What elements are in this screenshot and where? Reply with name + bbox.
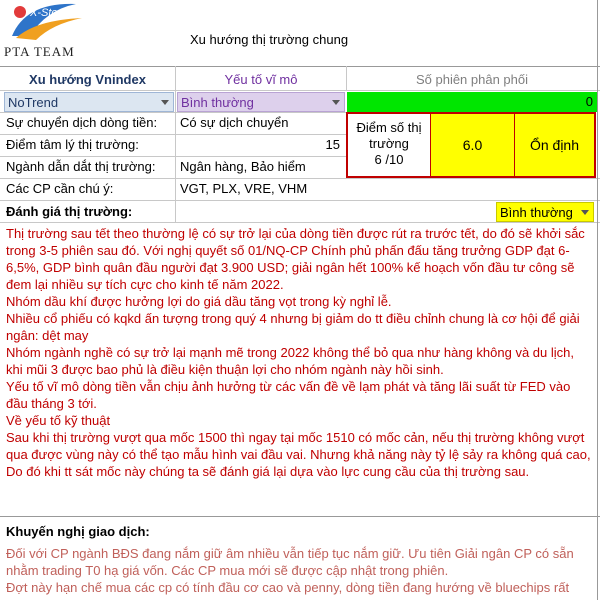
- macro-dropdown[interactable]: [177, 92, 345, 112]
- market-score-box: [346, 112, 596, 178]
- assessment-value: Bình thường: [500, 205, 573, 220]
- watch-stocks-value[interactable]: VGT, PLX, VRE, VHM: [180, 181, 308, 196]
- macro-value: Bình thường: [181, 95, 254, 110]
- distribution-count: 0: [585, 94, 593, 109]
- watch-stocks-label: Các CP cần chú ý:: [6, 181, 114, 196]
- logo-icon: [6, 0, 86, 42]
- recommendation-paragraph: Đợt này hạn chế mua các cp có tính đầu cơ cao và penny, dòng tiền đang hướng về bluechips rất: [6, 580, 570, 595]
- recommendation-paragraph: Đối với CP ngành BĐS đang nắm giữ âm nhiều vẫn tiếp tục nắm giữ. Ưu tiên Giải ngân CP có sẵn nhằm trading T0 hạ giá vốn. Các CP mua mới sẽ được cập nhật trong phiên.: [6, 546, 574, 578]
- leading-sector-value[interactable]: Ngân hàng, Bảo hiểm: [180, 159, 306, 174]
- market-status[interactable]: Ổn định: [514, 114, 594, 176]
- grid-line: [0, 200, 600, 201]
- recommendation-text: [6, 545, 594, 596]
- market-score-label: [348, 114, 430, 176]
- assessment-paragraph: Yếu tố vĩ mô dòng tiền vẫn chịu ảnh hưởng từ các vấn đề về lạm phát và tăng lãi suất từ FED vào đầu tháng 3 tới.: [6, 379, 571, 411]
- page-title: Xu hướng thị trường chung: [190, 32, 349, 47]
- header-macro: Yếu tố vĩ mô: [224, 72, 298, 87]
- team-name: PTA TEAM: [4, 44, 75, 59]
- grid-line: [597, 0, 598, 600]
- money-flow-label: Sự chuyển dịch dòng tiền:: [6, 115, 158, 130]
- assessment-paragraph: Nhóm dầu khí được hưởng lợi do giá dầu tăng vọt trong kỳ nghỉ lễ.: [6, 294, 392, 309]
- market-score-value[interactable]: 6.0: [430, 114, 514, 176]
- trend-value: NoTrend: [8, 95, 59, 110]
- assessment-dropdown[interactable]: [496, 202, 594, 222]
- svg-text:X-Stock: X-Stock: [30, 7, 69, 19]
- score-label-line: Điểm số thị: [356, 120, 422, 135]
- distribution-count-cell[interactable]: [347, 92, 597, 112]
- chevron-down-icon[interactable]: [332, 100, 340, 105]
- header-distribution: Số phiên phân phối: [415, 72, 529, 87]
- score-label-line: 6 /10: [374, 152, 404, 167]
- recommendation-label: Khuyến nghị giao dịch:: [6, 524, 150, 539]
- grid-line: [0, 516, 600, 517]
- score-label-line: trường: [369, 136, 409, 151]
- assessment-paragraph: Nhóm ngành nghề có sự trở lại mạnh mẽ trong 2022 không thể bỏ qua như hàng không và du lịch, khi mũi 3 được bao phủ là điều kiện thuận lợi cho nhóm ngành này hồi sinh.: [6, 345, 574, 377]
- grid-line: [0, 66, 600, 67]
- grid-line: [0, 222, 600, 223]
- logo: [0, 0, 92, 62]
- assessment-paragraph: Thị trường sau tết theo thường lệ có sự trở lại của dòng tiền được rút ra trước tết, do đó sẽ khởi sắc trong 3-5 phiên sau đó. Với nghị quyết số 01/NQ-CP Chính phủ phấn đấu tăng trưởng GDP đạt 6-6,5%, GDP bình quân đầu người đạt 3.900 USD; giải ngân hết 100% kế hoạch vốn đầu tư công sẽ đem lại nhiều sự tích cực cho kinh tế năm 2022.: [6, 226, 585, 292]
- chevron-down-icon[interactable]: [581, 210, 589, 215]
- sentiment-value[interactable]: 15: [325, 137, 340, 152]
- chevron-down-icon[interactable]: [161, 100, 169, 105]
- trend-dropdown[interactable]: [4, 92, 174, 112]
- leading-sector-label: Ngành dẫn dắt thị trường:: [6, 159, 156, 174]
- assessment-paragraph: Sau khi thị trường vượt qua mốc 1500 thì ngay tại mốc 1510 có mốc cản, nếu thị trường không vượt qua được vùng này có thể tạo mẫu hình vai đầu vai. Nhưng khả năng này tỷ lệ sảy ra không quá cao, Do đó khi tt sát mốc này chúng ta sẽ đánh giá lại dựa vào lực cung cầu của thị trường sau.: [6, 430, 591, 479]
- assessment-paragraph: Về yếu tố kỹ thuật: [6, 413, 111, 428]
- money-flow-value[interactable]: Có sự dịch chuyển: [180, 115, 289, 130]
- assessment-label: Đánh giá thị trường:: [6, 204, 133, 219]
- assessment-text: [6, 225, 594, 480]
- assessment-paragraph: Nhiều cổ phiếu có kqkd ấn tượng trong quý 4 nhưng bị giảm do tt điều chỉnh chung là cơ hội để giải ngân: dệt may: [6, 311, 580, 343]
- grid-line: [0, 90, 600, 91]
- sentiment-label: Điểm tâm lý thị trường:: [6, 137, 139, 152]
- header-vnindex-trend: Xu hướng Vnindex: [29, 72, 146, 87]
